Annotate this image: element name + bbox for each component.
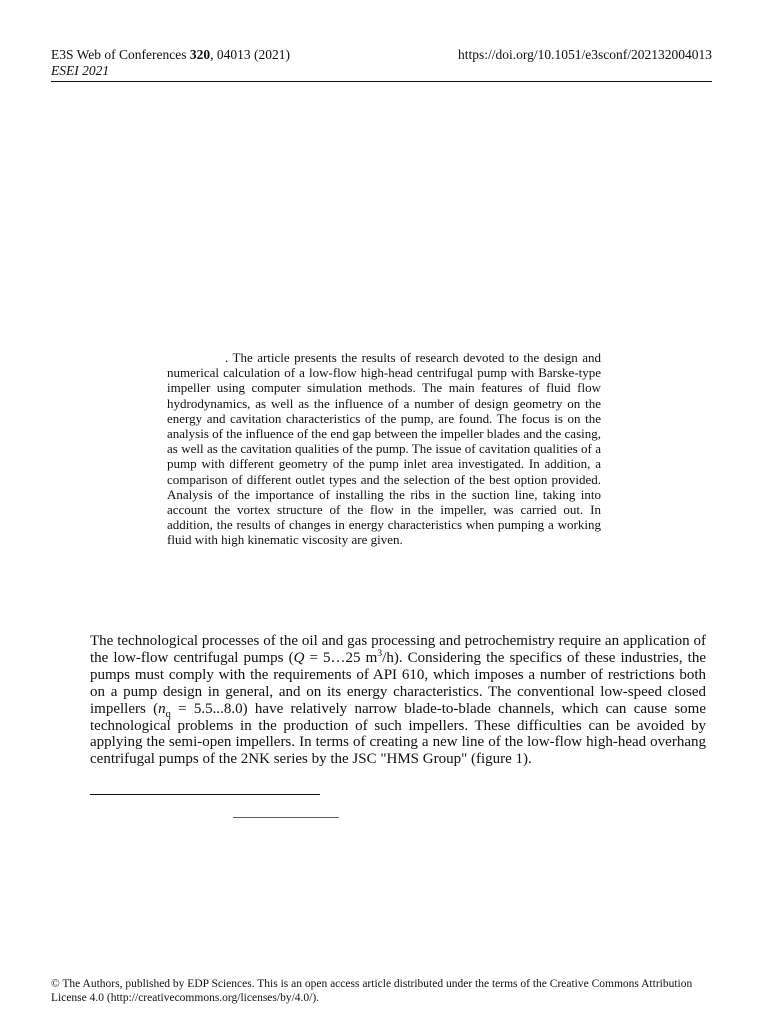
header-divider	[51, 81, 712, 82]
cubic-superscript: 3	[377, 647, 383, 659]
footnote-divider	[90, 794, 320, 795]
journal-citation	[51, 47, 290, 63]
intro-text-4: = 5.5...8.0) have relatively narrow blade-to-blade channels, which can cause some technological problems in the production of such impellers. These difficulties can be avoided by applying the semi-open impellers. In terms of creating a new line of the low-flow high-head overhang centrifugal pumps of the 2NK series by the JSC "HMS Group" (figure 1).	[90, 700, 706, 768]
article-number: , 04013 (2021)	[210, 47, 291, 62]
footnote-email-link[interactable]	[233, 817, 339, 818]
license-notice: © The Authors, published by EDP Sciences. This is an open access article distributed under the terms of the Creative Commons Attribution License 4.0 (http://creativecommons.org/licenses/by/4.0/).	[51, 978, 693, 1004]
intro-text-3: /h). Considering the specifics of these industries, the pumps must comply with the requirements of API 610, which imposes a number of restrictions both on a pump design in general, and on its energy characteristics. The conventional low-speed closed impellers (	[90, 649, 706, 717]
n-symbol: n	[158, 700, 166, 717]
volume-number: 320	[189, 47, 211, 62]
journal-name: E3S Web of Conferences	[51, 47, 190, 62]
abstract-text: . The article presents the results of research devoted to the design and numerical calculation of a low-flow high-head centrifugal pump with Barske-type impeller using computer simulation methods. The main features of fluid flow hydrodynamics, as well as the influence of a number of design geometry on the energy and cavitation characteristics of the pump, are found. The focus is on the analysis of the influence of the end gap between the impeller blades and the casing, as well as the cavitation qualities of the pump. The issue of cavitation qualities of a pump with different geometry of the pump inlet area investigated. In addition, a comparison of different outlet types and the selection of the best option provided. Analysis of the importance of installing the ribs in the suction line, taking into account the vortex structure of the flow in the impeller, was carried out. In addition, the results of changes in energy characteristics when pumping a working fluid with high kinematic viscosity are given.	[167, 350, 601, 548]
conference-name: ESEI 2021	[51, 63, 110, 78]
n-subscript: q	[165, 708, 171, 720]
q-symbol: Q	[293, 649, 305, 666]
intro-text-1: The technological processes of the oil and gas processing and petrochemistry require an application of the low-flow centrifugal pumps (	[90, 633, 706, 666]
intro-text-2: = 5…25 m	[304, 649, 378, 666]
doi-link[interactable]: https://doi.org/10.1051/e3sconf/202132004013	[458, 47, 712, 62]
running-header-left	[51, 47, 290, 79]
introduction-paragraph	[90, 633, 706, 768]
abstract	[167, 350, 601, 548]
